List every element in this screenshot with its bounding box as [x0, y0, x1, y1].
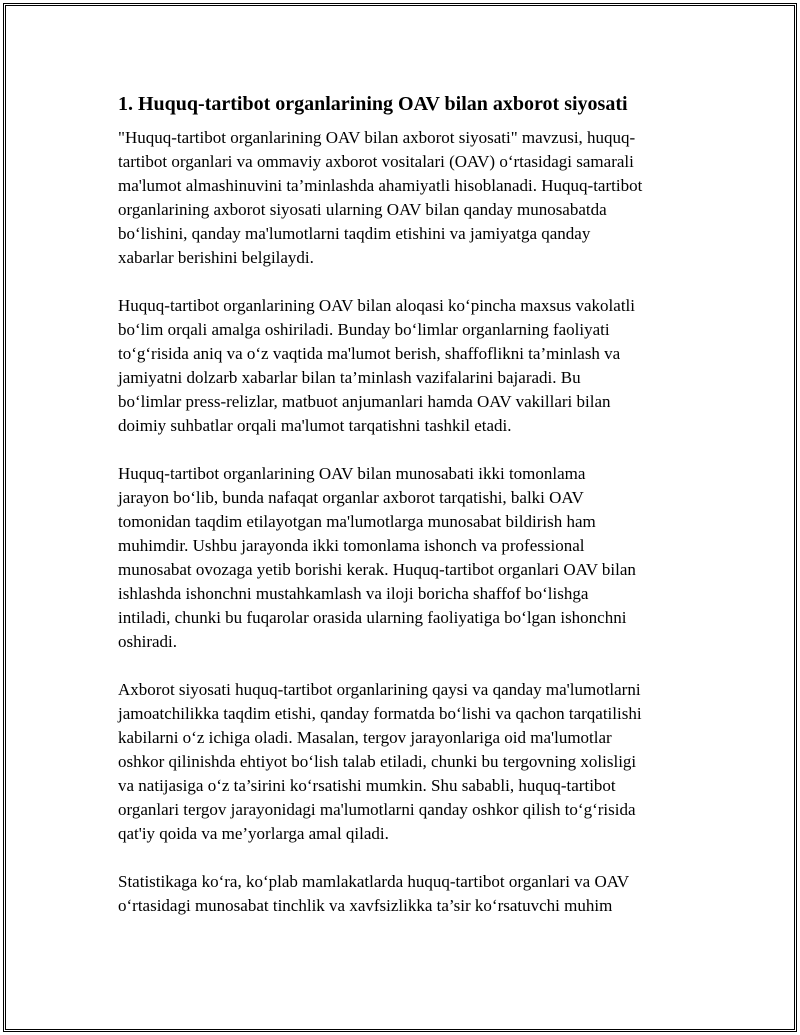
section-heading: 1. Huquq-tartibot organlarining OAV bilan axborot siyosati — [118, 93, 628, 115]
text-line: Huquq-tartibot organlarining OAV bilan aloqasi ko‘pincha maxsus vakolatli — [118, 296, 635, 315]
text-line: intiladi, chunki bu fuqarolar orasida ularning faoliyatiga bo‘lgan ishonchni — [118, 608, 627, 627]
text-line: organlari tergov jarayonidagi ma'lumotlarni qanday oshkor qilish to‘g‘risida — [118, 800, 636, 819]
text-line: Huquq-tartibot organlarining OAV bilan munosabati ikki tomonlama — [118, 464, 586, 483]
text-line: oshkor qilinishda ehtiyot bo‘lish talab etiladi, chunki bu tergovning xolisligi — [118, 752, 637, 771]
text-line: oshiradi. — [118, 632, 178, 651]
text-line: tomonidan taqdim etilayotgan ma'lumotlarga munosabat bildirish ham — [118, 512, 596, 531]
paragraph — [118, 870, 698, 918]
text-line: qat'iy qoida va me’yorlarga amal qiladi. — [118, 824, 389, 843]
text-line: kabilarni o‘z ichiga oladi. Masalan, tergov jarayonlariga oid ma'lumotlar — [118, 728, 612, 747]
paragraph — [118, 678, 698, 846]
text-line: bo‘limlar press-relizlar, matbuot anjumanlari hamda OAV vakillari bilan — [118, 392, 611, 411]
text-line: jarayon bo‘lib, bunda nafaqat organlar axborot tarqatishi, balki OAV — [118, 488, 584, 507]
text-line: jamiyatni dolzarb xabarlar bilan ta’minlash vazifalarini bajaradi. Bu — [118, 368, 581, 387]
text-line: Axborot siyosati huquq-tartibot organlarining qaysi va qanday ma'lumotlarni — [118, 680, 641, 699]
text-line: va natijasiga o‘z ta’sirini ko‘rsatishi mumkin. Shu sababli, huquq-tartibot — [118, 776, 616, 795]
paragraph — [118, 294, 698, 438]
text-line: muhimdir. Ushbu jarayonda ikki tomonlama ishonch va professional — [118, 536, 585, 555]
text-line: doimiy suhbatlar orqali ma'lumot tarqatishni tashkil etadi. — [118, 416, 512, 435]
paragraphs — [118, 126, 698, 918]
text-line: bo‘lishini, qanday ma'lumotlarni taqdim etishini va jamiyatga qanday — [118, 224, 591, 243]
text-line: munosabat ovozaga yetib borishi kerak. Huquq-tartibot organlari OAV bilan — [118, 560, 636, 579]
document-body — [118, 90, 698, 942]
text-line: jamoatchilikka taqdim etishi, qanday formatda bo‘lishi va qachon tarqatilishi — [118, 704, 642, 723]
paragraph — [118, 126, 698, 270]
text-line: to‘g‘risida aniq va o‘z vaqtida ma'lumot berish, shaffoflikni ta’minlash va — [118, 344, 621, 363]
text-line: ishlashda ishonchni mustahkamlash va iloji boricha shaffof bo‘lishga — [118, 584, 589, 603]
text-line: organlarining axborot siyosati ularning OAV bilan qanday munosabatda — [118, 200, 607, 219]
text-line: tartibot organlari va ommaviy axborot vositalari (OAV) o‘rtasidagi samarali — [118, 152, 634, 171]
text-line: "Huquq-tartibot organlarining OAV bilan axborot siyosati" mavzusi, huquq- — [118, 128, 636, 147]
text-line: o‘rtasidagi munosabat tinchlik va xavfsizlikka ta’sir ko‘rsatuvchi muhim — [118, 896, 613, 915]
text-line: xabarlar berishini belgilaydi. — [118, 248, 314, 267]
text-line: ma'lumot almashinuvini ta’minlashda ahamiyatli hisoblanadi. Huquq-tartibot — [118, 176, 643, 195]
text-line: Statistikaga ko‘ra, ko‘plab mamlakatlarda huquq-tartibot organlari va OAV — [118, 872, 630, 891]
text-line: bo‘lim orqali amalga oshiriladi. Bunday bo‘limlar organlarning faoliyati — [118, 320, 610, 339]
paragraph — [118, 462, 698, 654]
